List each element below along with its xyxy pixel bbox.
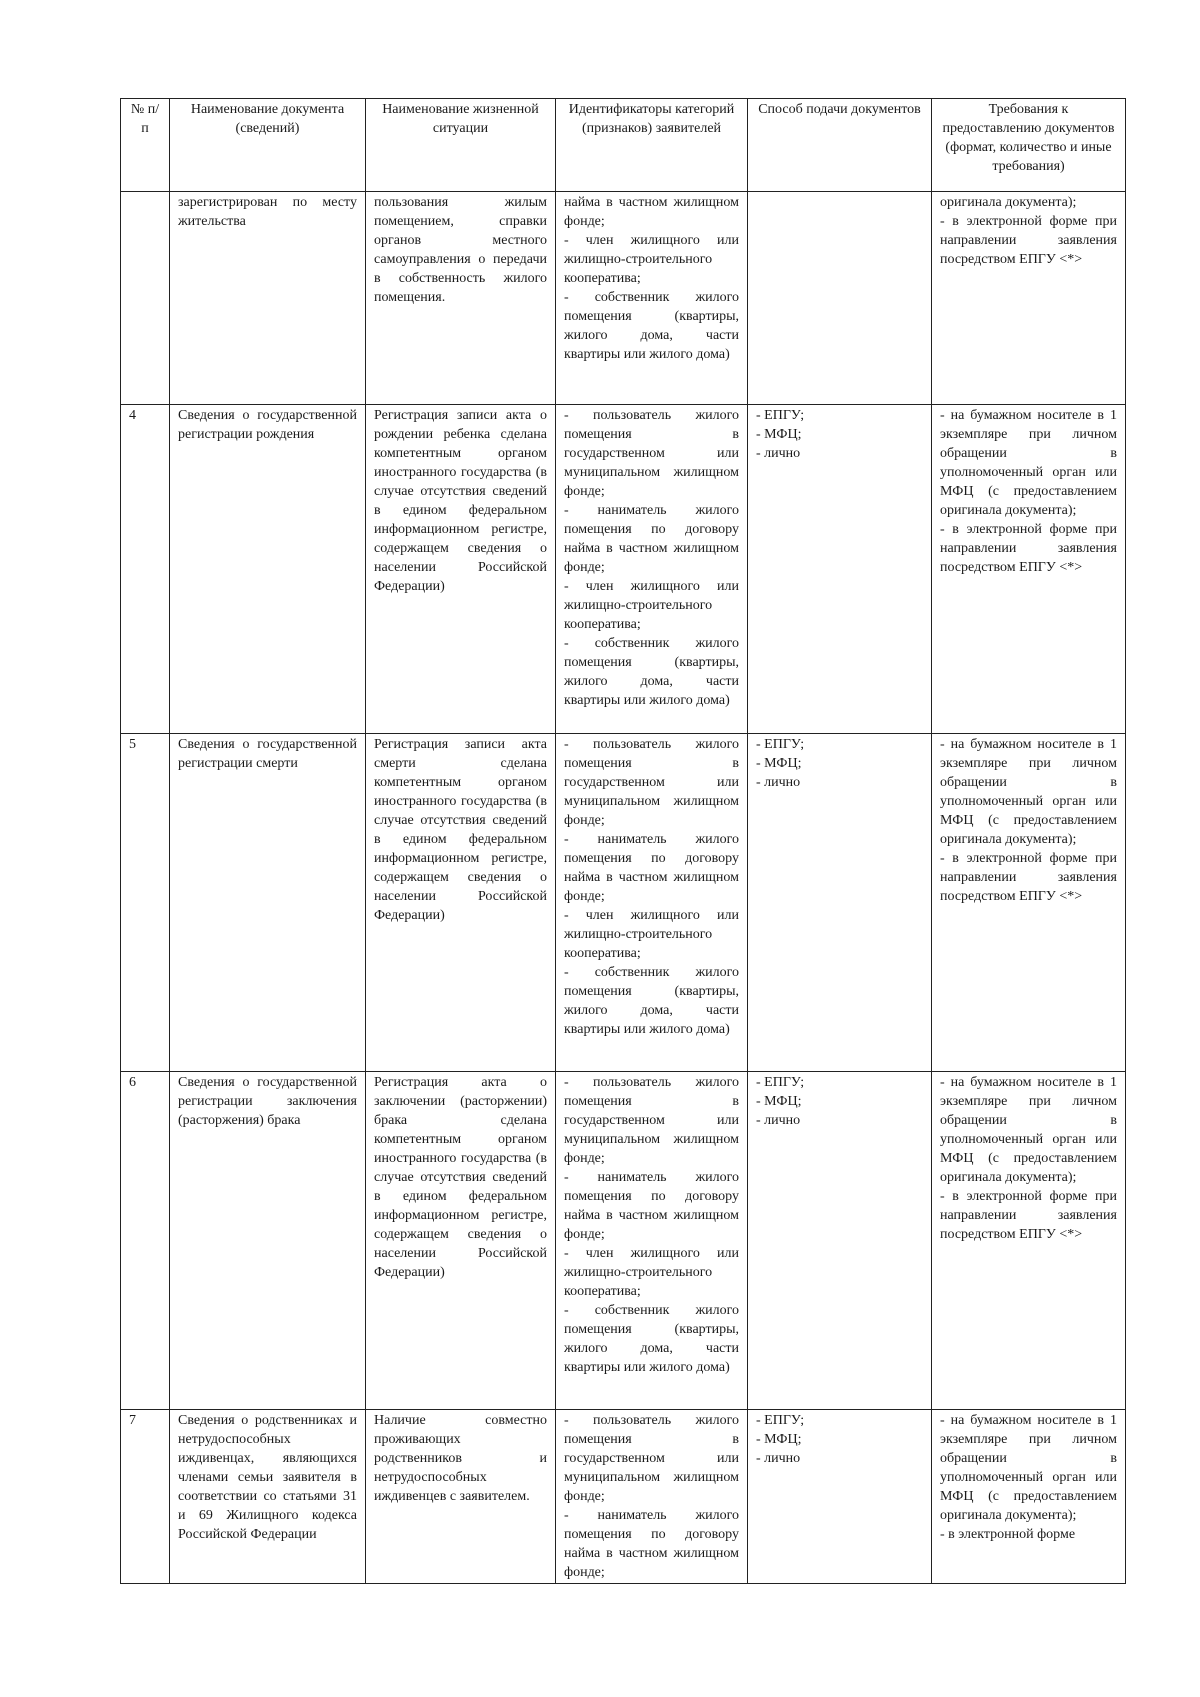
cell-situation: Регистрация записи акта о рождении ребенка сделана компетентным органом иностранного государства (в случае отсутствия сведений в едином федеральном информационном регистре, содержащем сведения о населении Российской Федерации) — [366, 405, 556, 734]
cell-line: - член жилищного или жилищно-строительного кооператива; — [564, 579, 739, 632]
cell-line: - в электронной форме при направлении заявления посредством ЕПГУ <*> — [940, 214, 1117, 267]
cell-doc-name: зарегистрирован по месту жительства — [170, 192, 366, 405]
table-row — [121, 405, 1126, 734]
cell-situation: Регистрация записи акта смерти сделана компетентным органом иностранного государства (в случае отсутствия сведений в едином федеральном информационном регистре, содержащем сведения о населении Российской Федерации) — [366, 734, 556, 1072]
cell-situation: Регистрация акта о заключении (расторжении) брака сделана компетентным органом иностранного государства (в случае отсутствия сведений в едином федеральном информационном регистре, содержащем сведения о населении Российской Федерации) — [366, 1072, 556, 1410]
table-row — [121, 1072, 1126, 1410]
cell-line: - наниматель жилого помещения по договору найма в частном жилищном фонде; — [564, 503, 739, 575]
cell-line: - ЕПГУ; — [756, 1075, 805, 1090]
cell-line: - наниматель жилого помещения по договору найма в частном жилищном фонде; — [564, 832, 739, 904]
cell-requirements — [932, 1072, 1126, 1410]
cell-line: - собственник жилого помещения (квартиры, жилого дома, части квартиры или жилого дома) — [564, 290, 739, 362]
cell-situation: Наличие совместно проживающих родственников и нетрудоспособных иждивенцев с заявителем. — [366, 1410, 556, 1584]
cell-line: оригинала документа); — [940, 195, 1077, 210]
cell-line: - на бумажном носителе в 1 экземпляре при личном обращении в уполномоченный орган или МФЦ (с предоставлением оригинала документа); — [940, 737, 1117, 847]
table-row — [121, 734, 1126, 1072]
cell-line: - ЕПГУ; — [756, 408, 805, 423]
cell-line: - лично — [756, 1451, 801, 1466]
table-row — [121, 192, 1126, 405]
cell-line: - лично — [756, 775, 801, 790]
header-num: № п/п — [121, 99, 170, 192]
cell-line: - собственник жилого помещения (квартиры, жилого дома, части квартиры или жилого дома) — [564, 965, 739, 1037]
cell-line: - в электронной форме при направлении заявления посредством ЕПГУ <*> — [940, 851, 1117, 904]
cell-doc-name: Сведения о государственной регистрации смерти — [170, 734, 366, 1072]
header-doc-name: Наименование документа (сведений) — [170, 99, 366, 192]
cell-doc-name: Сведения о родственниках и нетрудоспособных иждивенцах, являющихся членами семьи заявителя в соответствии со статьями 31 и 69 Жилищного кодекса Российской Федерации — [170, 1410, 366, 1584]
header-method: Способ подачи документов — [748, 99, 932, 192]
cell-identifiers — [556, 1072, 748, 1410]
cell-line: - в электронной форме при направлении заявления посредством ЕПГУ <*> — [940, 522, 1117, 575]
requirements-table — [120, 98, 1126, 1584]
cell-line: - член жилищного или жилищно-строительного кооператива; — [564, 1246, 739, 1299]
cell-line: найма в частном жилищном фонде; — [564, 195, 739, 229]
cell-line: - наниматель жилого помещения по договору найма в частном жилищном фонде; — [564, 1508, 739, 1580]
cell-method — [748, 192, 932, 405]
cell-num: 4 — [121, 405, 170, 734]
cell-doc-name: Сведения о государственной регистрации заключения (расторжения) брака — [170, 1072, 366, 1410]
cell-line: - член жилищного или жилищно-строительного кооператива; — [564, 233, 739, 286]
cell-line: - член жилищного или жилищно-строительного кооператива; — [564, 908, 739, 961]
table-header-row — [121, 99, 1126, 192]
cell-line: - на бумажном носителе в 1 экземпляре при личном обращении в уполномоченный орган или МФЦ (с предоставлением оригинала документа); — [940, 408, 1117, 518]
header-requirements: Требования к предоставлению документов (формат, количество и иные требования) — [932, 99, 1126, 192]
cell-requirements — [932, 734, 1126, 1072]
cell-method — [748, 1410, 932, 1584]
cell-line: - пользователь жилого помещения в государственном или муниципальном жилищном фонде; — [564, 737, 739, 828]
cell-line: - в электронной форме при направлении заявления посредством ЕПГУ <*> — [940, 1189, 1117, 1242]
cell-line: - собственник жилого помещения (квартиры, жилого дома, части квартиры или жилого дома) — [564, 1303, 739, 1375]
cell-line: - ЕПГУ; — [756, 1413, 805, 1428]
cell-num: 5 — [121, 734, 170, 1072]
cell-line: - пользователь жилого помещения в государственном или муниципальном жилищном фонде; — [564, 408, 739, 499]
cell-line: - лично — [756, 1113, 801, 1128]
cell-identifiers — [556, 734, 748, 1072]
cell-method — [748, 405, 932, 734]
cell-num — [121, 192, 170, 405]
cell-method — [748, 1072, 932, 1410]
cell-identifiers — [556, 1410, 748, 1584]
cell-line: - пользователь жилого помещения в государственном или муниципальном жилищном фонде; — [564, 1075, 739, 1166]
cell-line: - МФЦ; — [756, 427, 802, 442]
cell-situation: пользования жилым помещением, справки органов местного самоуправления о передачи в собственность жилого помещения. — [366, 192, 556, 405]
header-identifiers: Идентификаторы категорий (признаков) заявителей — [556, 99, 748, 192]
cell-num: 7 — [121, 1410, 170, 1584]
cell-line: - МФЦ; — [756, 756, 802, 771]
cell-line: - наниматель жилого помещения по договору найма в частном жилищном фонде; — [564, 1170, 739, 1242]
table-row — [121, 1410, 1126, 1584]
cell-requirements — [932, 1410, 1126, 1584]
cell-line: - на бумажном носителе в 1 экземпляре при личном обращении в уполномоченный орган или МФЦ (с предоставлением оригинала документа); — [940, 1075, 1117, 1185]
cell-line: - на бумажном носителе в 1 экземпляре при личном обращении в уполномоченный орган или МФЦ (с предоставлением оригинала документа); — [940, 1413, 1117, 1523]
cell-identifiers — [556, 192, 748, 405]
cell-identifiers — [556, 405, 748, 734]
cell-line: - в электронной форме — [940, 1527, 1076, 1542]
cell-requirements — [932, 192, 1126, 405]
cell-line: - ЕПГУ; — [756, 737, 805, 752]
cell-num: 6 — [121, 1072, 170, 1410]
cell-requirements — [932, 405, 1126, 734]
cell-line: - собственник жилого помещения (квартиры, жилого дома, части квартиры или жилого дома) — [564, 636, 739, 708]
cell-line: - лично — [756, 446, 801, 461]
cell-line: - МФЦ; — [756, 1432, 802, 1447]
header-situation: Наименование жизненной ситуации — [366, 99, 556, 192]
cell-line: - пользователь жилого помещения в государственном или муниципальном жилищном фонде; — [564, 1413, 739, 1504]
cell-doc-name: Сведения о государственной регистрации рождения — [170, 405, 366, 734]
cell-line: - МФЦ; — [756, 1094, 802, 1109]
cell-method — [748, 734, 932, 1072]
